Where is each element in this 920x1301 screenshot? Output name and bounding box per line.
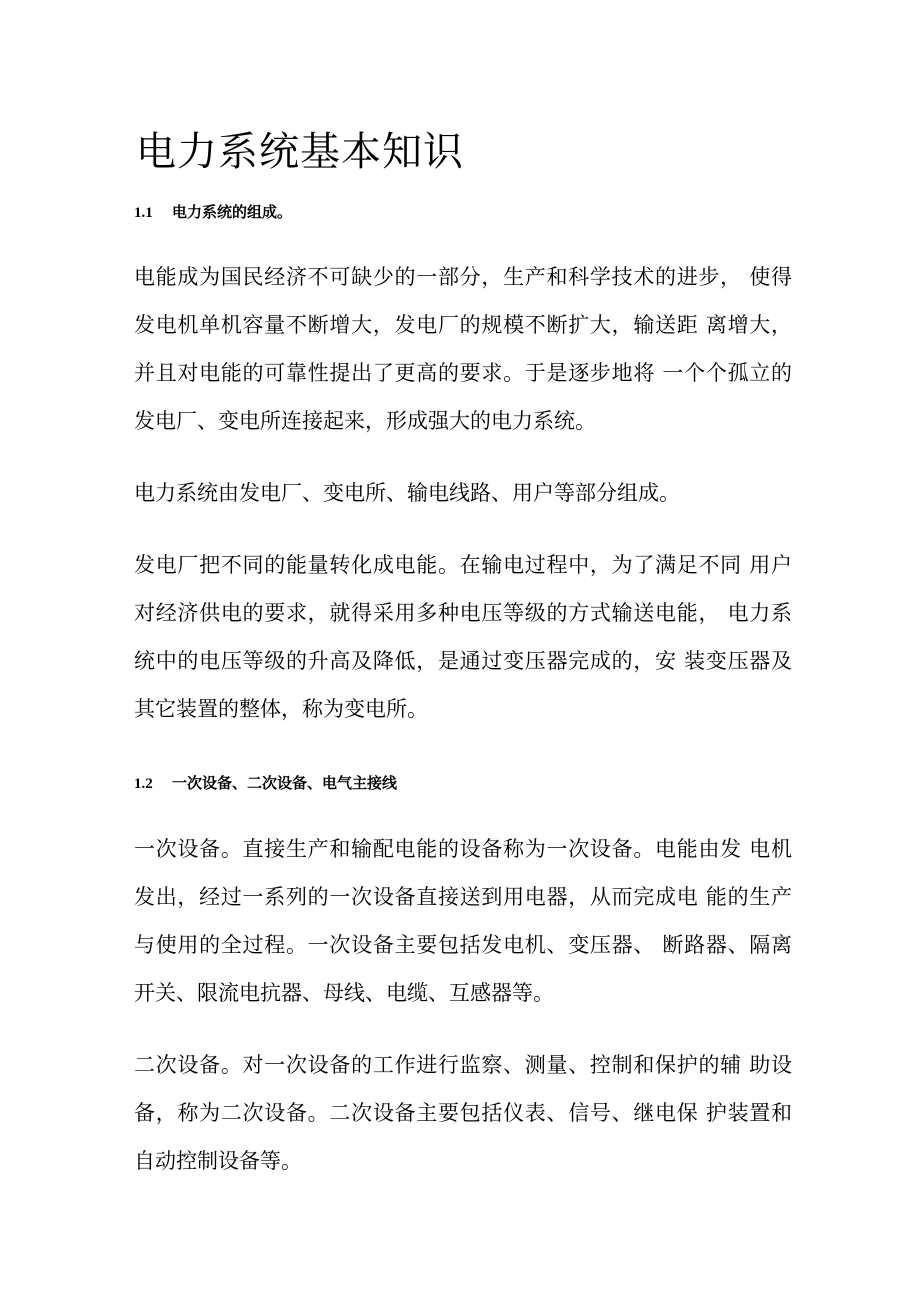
paragraph-line: 并且对电能的可靠性提出了更高的要求。于是逐步地将 一个个孤立的 (134, 361, 792, 385)
paragraph-line: 备，称为二次设备。二次设备主要包括仪表、信号、继电保 护装置和 (134, 1101, 792, 1125)
paragraph (134, 1041, 792, 1185)
section-number: 1.1 (134, 205, 153, 221)
paragraph-line: 二次设备。对一次设备的工作进行监察、测量、控制和保护的辅 助设 (134, 1053, 792, 1077)
paragraph-line: 电力系统由发电厂、变电所、输电线路、用户等部分组成。 (134, 481, 680, 505)
paragraph-line: 开关、限流电抗器、母线、电缆、互感器等。 (134, 981, 554, 1005)
paragraph-line: 自动控制设备等。 (134, 1149, 302, 1173)
paragraph-line: 对经济供电的要求，就得采用多种电压等级的方式输送电能， 电力系 (134, 601, 792, 625)
paragraph-line: 与使用的全过程。一次设备主要包括发电机、变压器、 断路器、隔离 (134, 933, 792, 957)
section-number: 1.2 (134, 776, 153, 792)
paragraph-line: 一次设备。直接生产和输配电能的设备称为一次设备。电能由发 电机 (134, 837, 792, 861)
document-title: 电力系统基本知识 (136, 129, 464, 175)
paragraph-line: 其它装置的整体，称为变电所。 (134, 697, 428, 721)
section-heading-1-2 (134, 772, 397, 795)
paragraph-line: 发电机单机容量不断增大，发电厂的规模不断扩大，输送距 离增大， (134, 313, 792, 337)
paragraph-line: 发出，经过一系列的一次设备直接送到用电器，从而完成电 能的生产 (134, 885, 792, 909)
paragraph-line: 统中的电压等级的升高及降低，是通过变压器完成的，安 装变压器及 (134, 649, 792, 673)
paragraph (134, 253, 792, 445)
paragraph-line: 电能成为国民经济不可缺少的一部分，生产和科学技术的进步， 使得 (134, 265, 792, 289)
section-title: 电力系统的组成。 (172, 203, 293, 221)
paragraph-line: 发电厂把不同的能量转化成电能。在输电过程中，为了满足不同 用户 (134, 553, 792, 577)
section-title: 一次设备、二次设备、电气主接线 (172, 774, 398, 792)
paragraph (134, 469, 792, 517)
section-heading-1-1 (134, 201, 292, 224)
paragraph-line: 发电厂、变电所连接起来，形成强大的电力系统。 (134, 409, 596, 433)
paragraph (134, 825, 792, 1017)
paragraph (134, 541, 792, 733)
